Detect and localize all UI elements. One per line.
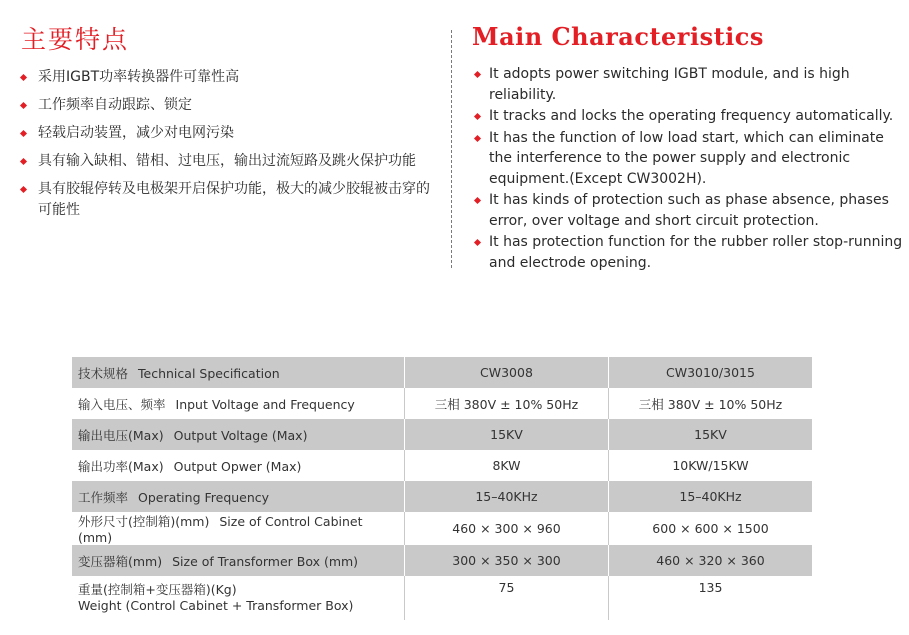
spec-label [72,512,404,545]
list-item [21,123,431,144]
diamond-bullet-icon [474,71,481,78]
list-item [473,190,903,231]
spec-label-cn: 外形尺寸(控制箱)(mm) [78,514,210,529]
spec-label [72,576,404,620]
spec-value-model-1: 75 [404,576,608,620]
table-row [72,512,812,545]
diamond-bullet-icon [20,74,27,81]
spec-label [72,388,404,419]
spec-value-model-1: 15KV [404,419,608,450]
spec-label [72,545,404,576]
list-item [21,179,431,221]
feature-text: It tracks and locks the operating frequency automatically. [489,108,894,124]
spec-label-cn: 重量(控制箱+变压器箱)(Kg) [78,582,237,597]
spec-label-cn: 输出功率(Max) [78,458,164,474]
chinese-heading: 主要特点 [21,25,130,54]
spec-label-en: Output Opwer (Max) [173,458,302,474]
spec-value-model-1: 15–40KHz [404,481,608,512]
spec-label-cn: 输入电压、频率 [78,396,166,412]
spec-value-model-1: 8KW [404,450,608,481]
list-item [473,232,903,273]
feature-text: It has kinds of protection such as phase absence, phases error, over voltage and short circuit protection. [489,192,889,229]
spec-label-en: Output Voltage (Max) [173,427,308,443]
list-item [21,151,431,172]
spec-value-model-2: 460 × 320 × 360 [608,545,812,576]
spec-label-cn: 技术规格 [78,365,129,381]
spec-label-cn: 变压器箱(mm) [78,553,163,569]
table-row [72,576,812,620]
spec-label-en: Size of Control Cabinet (mm) [78,514,363,545]
spec-value-model-2: 15KV [608,419,812,450]
diamond-bullet-icon [20,186,27,193]
feature-text: 具有胶辊停转及电极架开启保护功能，极大的减少胶辊被击穿的可能性 [38,181,430,218]
spec-value-model-2: 10KW/15KW [608,450,812,481]
spec-value-model-2: 600 × 600 × 1500 [608,512,812,545]
spec-value-model-2: CW3010/3015 [608,357,812,388]
diamond-bullet-icon [20,102,27,109]
spec-label-en: Size of Transformer Box (mm) [172,553,359,569]
spec-value-model-2: 三相 380V ± 10% 50Hz [608,388,812,419]
spec-label-en: Operating Frequency [138,489,270,505]
feature-text: 具有输入缺相、错相、过电压，输出过流短路及跳火保护功能 [38,153,416,169]
spec-label-en: Technical Specification [138,365,280,381]
spec-label-en: Input Voltage and Frequency [175,396,355,412]
spec-value-model-1: 三相 380V ± 10% 50Hz [404,388,608,419]
table-row [72,357,812,388]
table-row [72,419,812,450]
english-heading: Main Characteristics [472,22,764,51]
table-row [72,388,812,419]
diamond-bullet-icon [474,239,481,246]
list-item [21,95,431,116]
spec-value-model-2: 15–40KHz [608,481,812,512]
spec-value-model-2: 135 [608,576,812,620]
chinese-feature-list [21,67,431,228]
spec-label [72,481,404,512]
list-item [473,128,903,190]
table-row [72,545,812,576]
spec-label [72,357,404,388]
diamond-bullet-icon [20,130,27,137]
diamond-bullet-icon [20,158,27,165]
table-row [72,481,812,512]
diamond-bullet-icon [474,113,481,120]
spec-value-model-1: 300 × 350 × 300 [404,545,608,576]
feature-text: 采用IGBT功率转换器件可靠性高 [38,69,240,85]
feature-text: It adopts power switching IGBT module, and is high reliability. [489,66,850,103]
diamond-bullet-icon [474,197,481,204]
feature-text: 工作频率自动跟踪、锁定 [38,97,192,113]
feature-text: It has protection function for the rubber roller stop-running and electrode opening. [489,234,903,271]
spec-label [72,450,404,481]
english-feature-list [473,64,903,274]
feature-text: It has the function of low load start, which can eliminate the interference to the power supply and electronic equipment.(Except CW3002H). [489,129,884,187]
spec-value-model-1: 460 × 300 × 960 [404,512,608,545]
list-item [473,106,903,127]
spec-label-cn: 工作频率 [78,489,129,505]
list-item [21,67,431,88]
diamond-bullet-icon [474,134,481,141]
spec-table [72,357,812,620]
table-row [72,450,812,481]
spec-value-model-1: CW3008 [404,357,608,388]
spec-label-cn: 输出电压(Max) [78,427,164,443]
spec-label-en: Weight (Control Cabinet + Transformer Box) [78,598,354,613]
feature-text: 轻载启动装置，减少对电网污染 [38,125,234,141]
column-divider [451,30,452,268]
spec-label [72,419,404,450]
list-item [473,64,903,105]
